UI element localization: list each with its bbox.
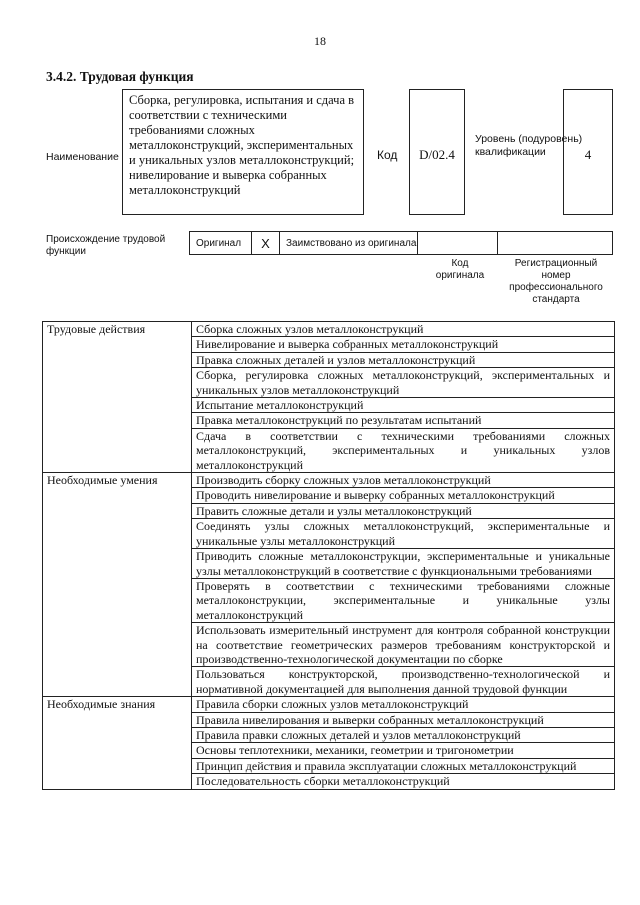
group-title: Трудовые действия xyxy=(43,322,192,473)
code-value-box: D/02.4 xyxy=(409,89,465,215)
list-item: Сборка сложных узлов металлоконструкций xyxy=(192,322,615,337)
list-item: Нивелирование и выверка собранных металлоконструкций xyxy=(192,337,615,352)
table-row xyxy=(43,473,615,488)
list-item: Испытание металлоконструкций xyxy=(192,398,615,413)
list-item: Основы теплотехники, механики, геометрии и тригонометрии xyxy=(192,743,615,758)
list-item: Править сложные детали и узлы металлоконструкций xyxy=(192,503,615,518)
list-item: Правила правки сложных деталей и узлов металлоконструкций xyxy=(192,727,615,742)
list-item: Проводить нивелирование и выверку собранных металлоконструкций xyxy=(192,488,615,503)
list-item: Правила нивелирования и выверки собранных металлоконструкций xyxy=(192,712,615,727)
origin-reg-cell xyxy=(498,232,612,254)
origin-mark-cell: X xyxy=(252,232,280,254)
table-row xyxy=(43,697,615,712)
list-item: Принцип действия и правила эксплуатации сложных металлоконструкций xyxy=(192,758,615,773)
origin-code-cell xyxy=(418,232,498,254)
code-original-caption: Код оригинала xyxy=(435,258,485,281)
list-item: Приводить сложные металлоконструкции, экспериментальные и уникальные узлы металлоконструкций в соответствие с функциональными требованиями xyxy=(192,549,615,579)
origin-original-cell: Оригинал xyxy=(190,232,252,254)
origin-borrowed-cell: Заимствовано из оригинала xyxy=(280,232,418,254)
name-label: Наименование xyxy=(46,151,119,163)
list-item: Использовать измерительный инструмент для контроля собранной конструкции на соответствие геометрических размеров требованиям конструкторской и производственно-технологической документации по сборке xyxy=(192,623,615,667)
list-item: Правка сложных деталей и узлов металлоконструкций xyxy=(192,352,615,367)
reg-number-caption: Регистрационный номер профессионального стандарта xyxy=(509,258,603,305)
function-name-box: Сборка, регулировка, испытания и сдача в соответствии с техническими требованиями сложных металлоконструкций, экспериментальных и уникальных узлов металлоконструкций; нивелирование и выверка собранных металлоконструкций xyxy=(122,89,364,215)
group-title: Необходимые умения xyxy=(43,473,192,697)
level-label: Уровень (подуровень) квалификации xyxy=(475,133,583,158)
list-item: Пользоваться конструкторской, производственно-технологической и нормативной документацией для выполнения данной трудовой функции xyxy=(192,667,615,697)
origin-row xyxy=(189,231,613,255)
list-item: Сдача в соответствии с техническими требованиями сложных металлоконструкций, экспериментальных и уникальных узлов металлоконструкций xyxy=(192,428,615,472)
group-title: Необходимые знания xyxy=(43,697,192,789)
list-item: Сборка, регулировка сложных металлоконструкций, экспериментальных и уникальных узлов металлоконструкций xyxy=(192,368,615,398)
section-title: 3.4.2. Трудовая функция xyxy=(46,69,194,84)
function-table xyxy=(42,321,615,790)
table-row xyxy=(43,322,615,337)
page-number: 18 xyxy=(314,34,326,48)
list-item: Правила сборки сложных узлов металлоконструкций xyxy=(192,697,615,712)
level-value-box: 4 xyxy=(563,89,613,215)
list-item: Соединять узлы сложных металлоконструкций, экспериментальные и уникальные узлы металлоконструкций xyxy=(192,519,615,549)
code-label: Код xyxy=(377,148,398,162)
list-item: Производить сборку сложных узлов металлоконструкций xyxy=(192,473,615,488)
list-item: Правка металлоконструкций по результатам испытаний xyxy=(192,413,615,428)
origin-label: Происхождение трудовой функции xyxy=(46,234,166,257)
list-item: Проверять в соответствии с техническими требованиями сложные металлоконструкции, экспериментальные и уникальные узлы металлоконструкций xyxy=(192,578,615,622)
list-item: Последовательность сборки металлоконструкций xyxy=(192,774,615,789)
